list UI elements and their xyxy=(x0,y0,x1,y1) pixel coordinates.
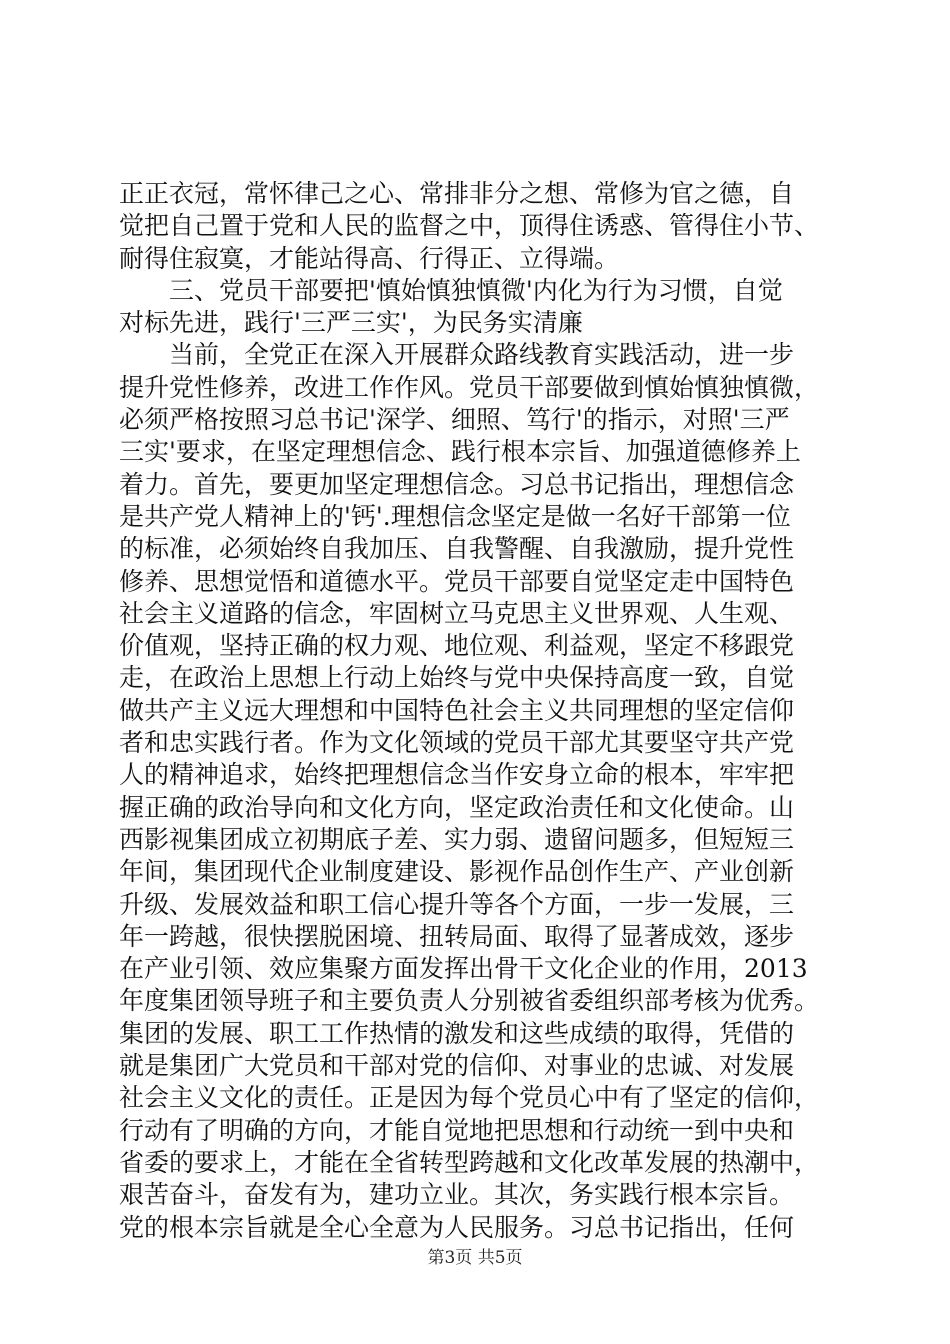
text-line: 艰苦奋斗，奋发有为，建功立业。其次，务实践行根本宗旨。 xyxy=(119,1180,795,1210)
text-line: 觉把自己置于党和人民的监督之中，顶得住诱惑、管得住小节、 xyxy=(119,211,820,241)
text-line: 着力。首先，要更加坚定理想信念。习总书记指出，理想信念 xyxy=(119,469,795,499)
text-line: 做共产主义远大理想和中国特色社会主义共同理想的坚定信仰 xyxy=(119,695,795,725)
text-line: 行动有了明确的方向，才能自觉地把思想和行动统一到中央和 xyxy=(119,1115,795,1145)
text-line: 人的精神追求，始终把理想信念当作安身立命的根本，牢牢把 xyxy=(119,760,795,790)
text-line: 提升党性修养，改进工作作风。党员干部要做到慎始慎独慎微， xyxy=(119,372,820,402)
text-line: 当前，全党正在深入开展群众路线教育实践活动，进一步 xyxy=(119,340,795,370)
body-text xyxy=(119,178,831,1244)
text-line: 集团的发展、职工工作热情的激发和这些成绩的取得，凭借的 xyxy=(119,1018,795,1048)
text-line: 年度集团领导班子和主要负责人分别被省委组织部考核为优秀。 xyxy=(119,986,820,1016)
text-line: 正正衣冠，常怀律己之心、常排非分之想、常修为官之德，自 xyxy=(119,179,795,208)
text-line: 是共产党人精神上的'钙'.理想信念坚定是做一名好干部第一位 xyxy=(119,501,791,531)
text-line: 握正确的政治导向和文化方向，坚定政治责任和文化使命。山 xyxy=(119,792,795,822)
text-line: 三实'要求，在坚定理想信念、践行根本宗旨、加强道德修养上 xyxy=(119,437,801,467)
text-line: 西影视集团成立初期底子差、实力弱、遗留问题多，但短短三 xyxy=(119,824,795,854)
text-line: 耐得住寂寞，才能站得高、行得正、立得端。 xyxy=(119,243,620,273)
text-line: 对标先进，践行'三严三实'，为民务实清廉 xyxy=(119,308,583,338)
text-line: 年一跨越，很快摆脱困境、扭转局面、取得了显著成效，逐步 xyxy=(119,921,795,951)
page-footer: 第3页 共5页 xyxy=(427,1248,523,1268)
text-line: 社会主义文化的责任。正是因为每个党员心中有了坚定的信仰， xyxy=(119,1083,820,1113)
text-line: 走，在政治上思想上行动上始终与党中央保持高度一致，自觉 xyxy=(119,663,795,693)
text-line: 三、党员干部要把'慎始慎独慎微'内化为行为习惯，自觉 xyxy=(119,275,783,305)
text-line: 的标准，必须始终自我加压、自我警醒、自我激励，提升党性 xyxy=(119,534,795,564)
text-line: 者和忠实践行者。作为文化领域的党员干部尤其要坚守共产党 xyxy=(119,728,795,758)
text-line: 社会主义道路的信念，牢固树立马克思主义世界观、人生观、 xyxy=(119,598,795,628)
text-line: 价值观，坚持正确的权力观、地位观、利益观，坚定不移跟党 xyxy=(119,631,795,661)
text-line: 必须严格按照习总书记'深学、细照、笃行'的指示，对照'三严 xyxy=(119,405,790,435)
text-line: 年间，集团现代企业制度建设、影视作品创作生产、产业创新 xyxy=(119,857,795,887)
text-line: 在产业引领、效应集聚方面发挥出骨干文化企业的作用，2013 xyxy=(119,954,808,984)
text-line: 省委的要求上，才能在全省转型跨越和文化改革发展的热潮中， xyxy=(119,1147,820,1177)
text-line: 升级、发展效益和职工信心提升等各个方面，一步一发展，三 xyxy=(119,889,795,919)
text-line: 就是集团广大党员和干部对党的信仰、对事业的忠诚、对发展 xyxy=(119,1051,795,1081)
text-line: 党的根本宗旨就是全心全意为人民服务。习总书记指出，任何 xyxy=(119,1212,795,1242)
text-line: 修养、思想觉悟和道德水平。党员干部要自觉坚定走中国特色 xyxy=(119,566,795,596)
